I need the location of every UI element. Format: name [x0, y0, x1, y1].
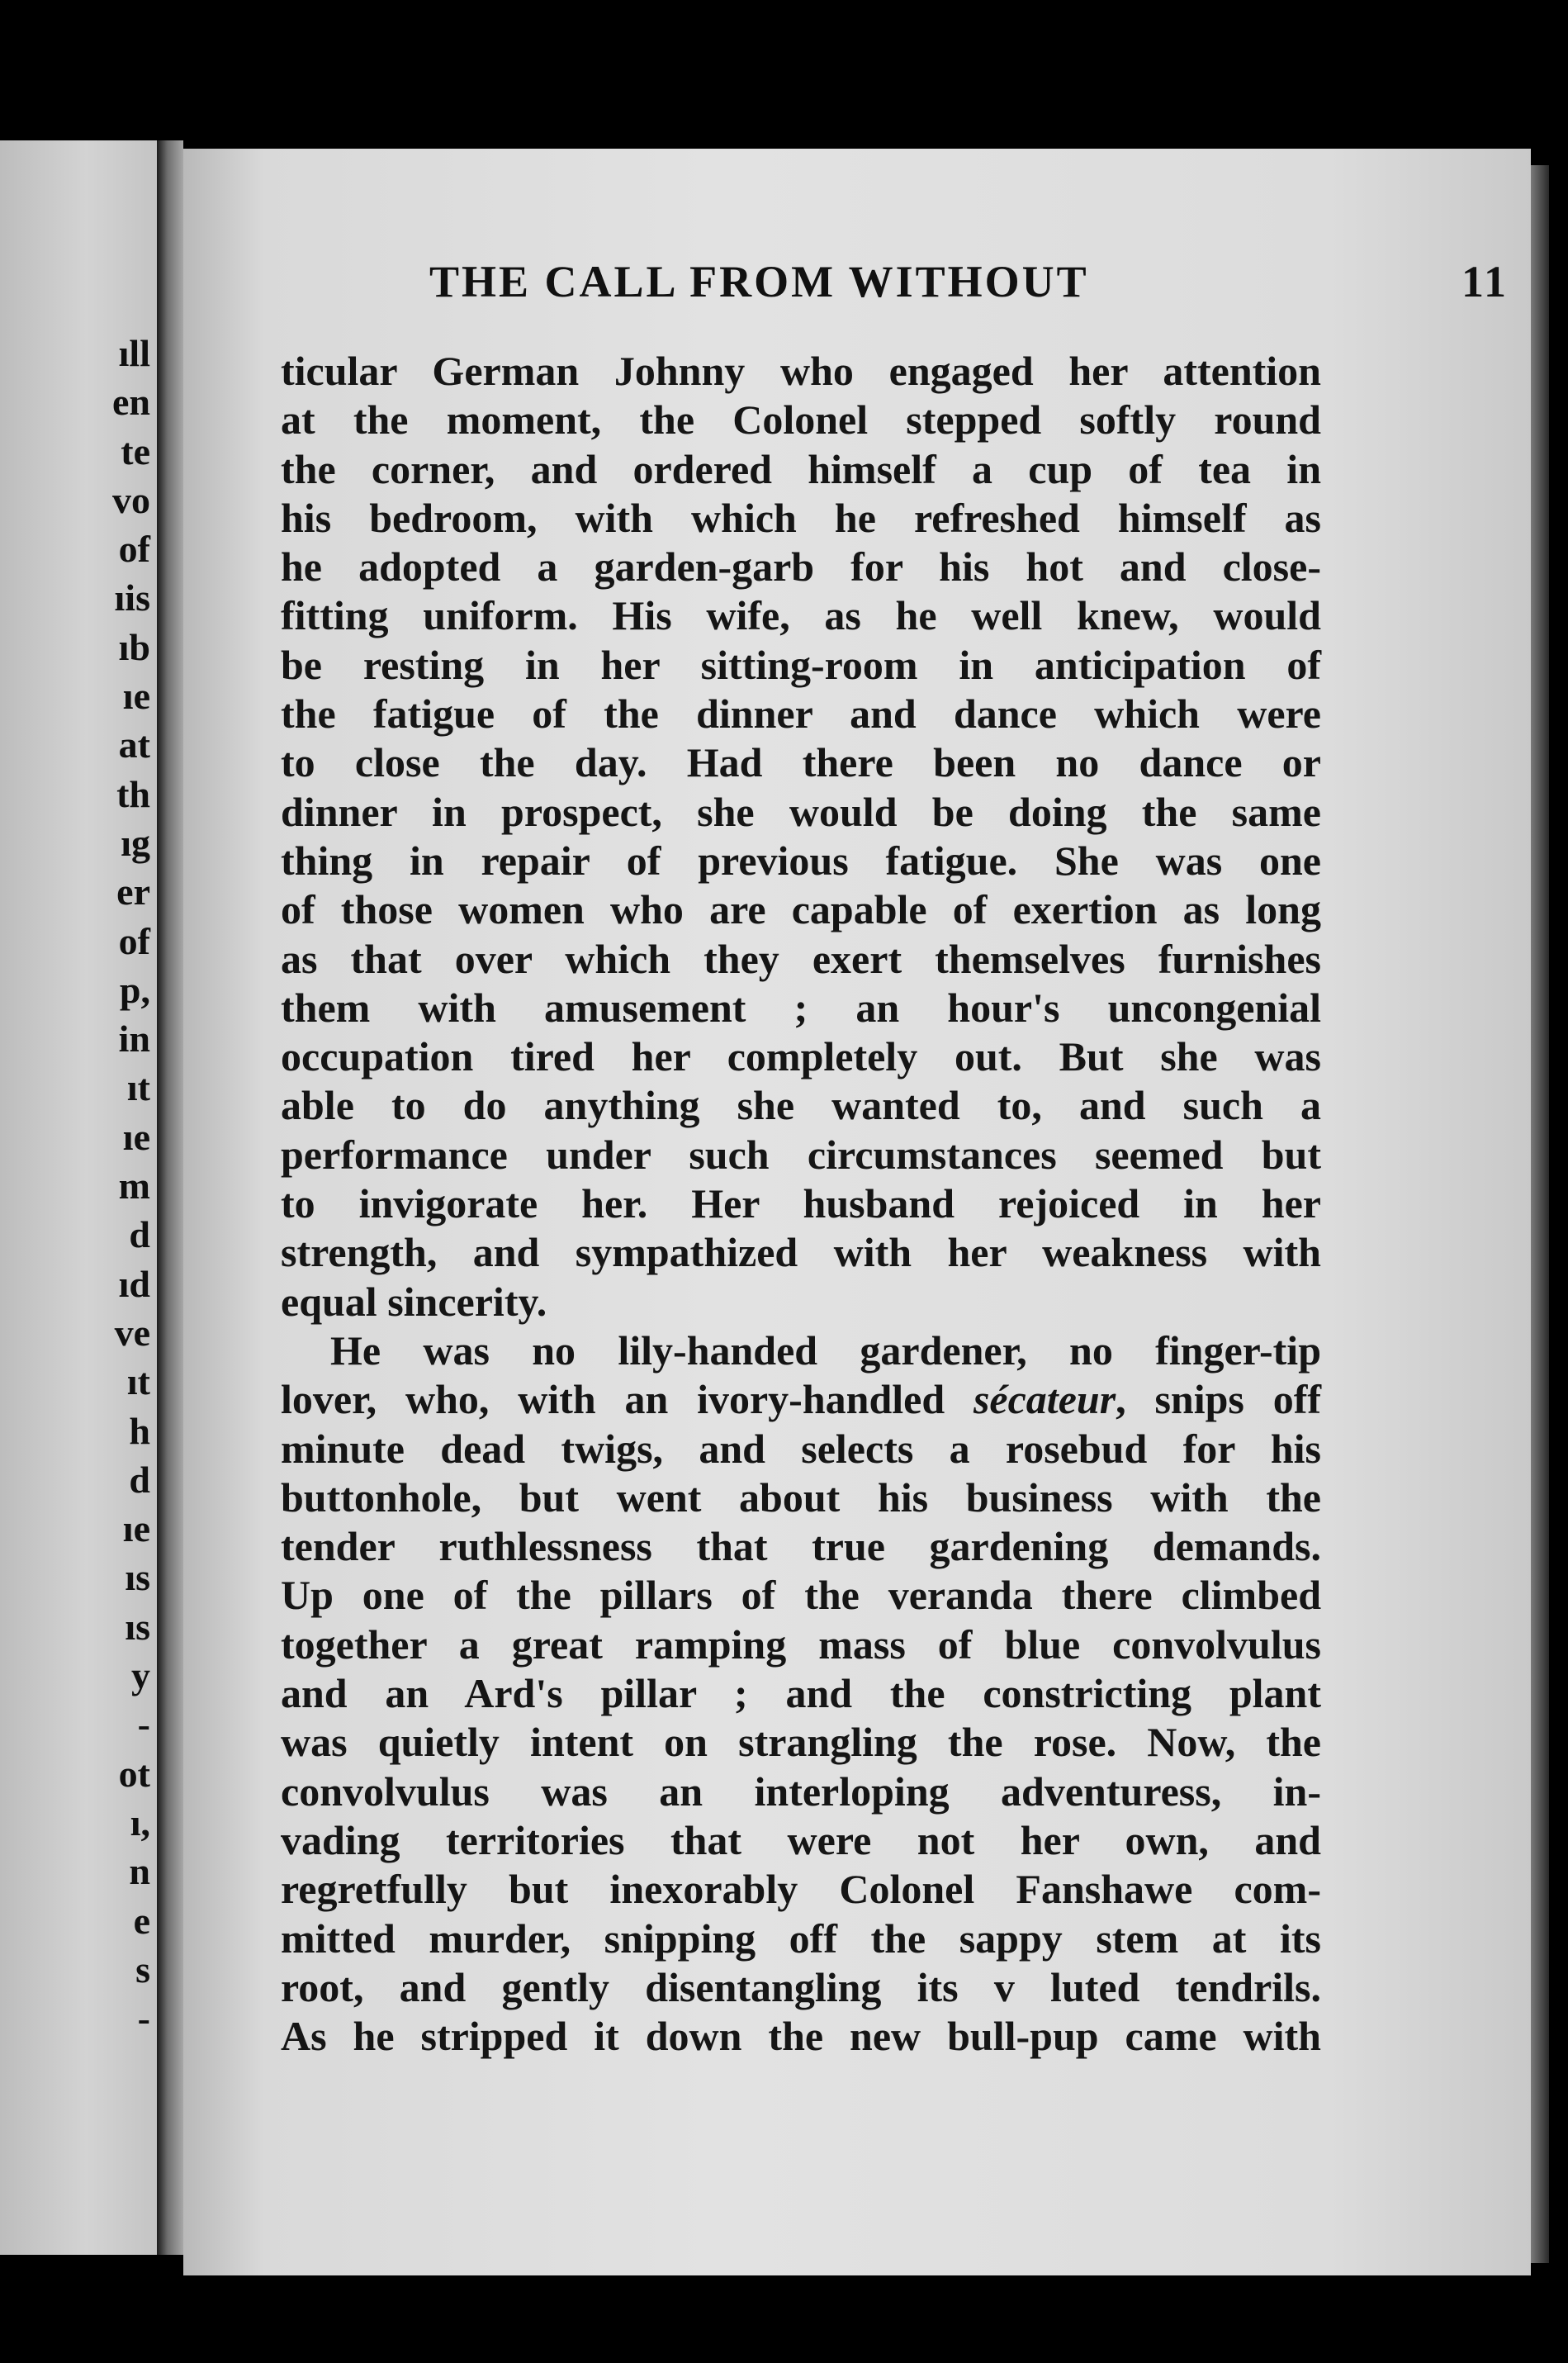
text-line: the fatigue of the dinner and dance which were [281, 690, 1321, 738]
previous-page-fragment: ıs [125, 1605, 150, 1648]
text-segment: , snips off [1116, 1376, 1321, 1423]
previous-page-fragment: d [129, 1458, 150, 1501]
previous-page-fragment: - [137, 1703, 150, 1746]
previous-page-text-fragments [0, 329, 157, 2043]
text-line: to close the day. Had there been no dance or [281, 739, 1321, 786]
previous-page-fragment: ıll [118, 332, 150, 374]
previous-page-edge [0, 140, 157, 2255]
previous-page-fragment: ı, [130, 1801, 150, 1843]
previous-page-fragment: s [135, 1948, 150, 1991]
previous-page-fragment: ıg [121, 821, 150, 864]
previous-page-fragment: te [121, 429, 150, 472]
previous-page-fragment: ıe [122, 675, 150, 718]
text-line: root, and gently disentangling its v luted tendrils. [281, 1963, 1321, 2010]
text-line: thing in repair of previous fatigue. She was one [281, 837, 1321, 884]
text-line [281, 1375, 1321, 1424]
book-page [183, 149, 1531, 2275]
previous-page-fragment: ıs [125, 1556, 150, 1599]
previous-page-fragment: y [131, 1654, 150, 1697]
previous-page-fragment: d [129, 1213, 150, 1256]
previous-page-fragment: ıt [126, 1066, 150, 1109]
book-gutter [157, 140, 183, 2255]
text-line: was quietly intent on strangling the rose. Now, the [281, 1719, 1321, 1766]
text-line: buttonhole, but went about his business with the [281, 1473, 1321, 1521]
text-line: As he stripped it down the new bull-pup came with [281, 2013, 1321, 2060]
previous-page-fragment: of [118, 919, 150, 962]
previous-page-fragment: at [118, 724, 150, 766]
text-line: as that over which they exert themselves furnishes [281, 935, 1321, 982]
text-line: occupation tired her completely out. But she was [281, 1033, 1321, 1080]
text-line: vading territories that were not her own, and [281, 1816, 1321, 1863]
text-line: and an Ard's pillar ; and the constricting plant [281, 1670, 1321, 1717]
previous-page-fragment: ıb [118, 625, 150, 668]
text-line: the corner, and ordered himself a cup of tea in [281, 445, 1321, 492]
previous-page-fragment: n [129, 1850, 150, 1893]
body-text [281, 347, 1321, 2061]
text-line: equal sincerity. [281, 1278, 547, 1325]
previous-page-fragment: ıd [118, 1262, 150, 1305]
text-line: be resting in her sitting-room in anticipation of [281, 641, 1321, 688]
text-line: tender ruthlessness that true gardening demands. [281, 1523, 1321, 1570]
italic-word: sécateur [973, 1376, 1116, 1423]
previous-page-fragment: vo [112, 478, 150, 521]
text-line: able to do anything she wanted to, and such a [281, 1082, 1321, 1129]
previous-page-fragment: in [118, 1018, 150, 1061]
previous-page-fragment: ot [118, 1752, 150, 1795]
page-right-edge [1531, 165, 1549, 2263]
text-line: strength, and sympathized with her weakness with [281, 1229, 1321, 1276]
paragraph-2-lines [281, 1425, 1321, 2062]
text-line: he adopted a garden-garb for his hot and close- [281, 543, 1321, 591]
text-line: of those women who are capable of exertion as long [281, 886, 1321, 933]
text-line: ticular German Johnny who engaged her attention [281, 348, 1321, 394]
previous-page-fragment: th [116, 772, 150, 815]
text-line: fitting uniform. His wife, as he well knew, would [281, 592, 1321, 639]
text-line: minute dead twigs, and selects a rosebud for his [281, 1425, 1321, 1472]
previous-page-fragment: ıe [122, 1507, 150, 1550]
previous-page-fragment: ıis [114, 577, 150, 619]
text-line: at the moment, the Colonel stepped softly round [281, 396, 1321, 444]
text-line: dinner in prospect, she would be doing the same [281, 788, 1321, 835]
previous-page-fragment: ıe [122, 1115, 150, 1158]
paragraph-1 [281, 347, 1321, 1326]
text-line: together a great ramping mass of blue convolvulus [281, 1620, 1321, 1668]
previous-page-fragment: er [116, 871, 150, 913]
text-segment: lover, who, with an ivory-handled [281, 1376, 973, 1423]
previous-page-fragment: e [133, 1899, 150, 1942]
previous-page-fragment: en [112, 381, 150, 424]
previous-page-fragment: - [137, 1997, 150, 2040]
paragraph-2 [281, 1326, 1321, 2061]
previous-page-fragment: of [118, 528, 150, 571]
text-line: mitted murder, snipping off the sappy stem at its [281, 1915, 1321, 1962]
text-line: them with amusement ; an hour's uncongenial [281, 984, 1321, 1031]
text-line: convolvulus was an interloping adventuress, in- [281, 1768, 1321, 1815]
previous-page-fragment: ve [114, 1311, 150, 1354]
previous-page-fragment: p, [119, 968, 150, 1011]
page-number: 11 [1461, 257, 1509, 306]
text-line: regretfully but inexorably Colonel Fanshawe com- [281, 1866, 1321, 1913]
previous-page-fragment: h [129, 1409, 150, 1452]
text-line: performance under such circumstances seemed but [281, 1131, 1321, 1178]
text-line: He was no lily-handed gardener, no finger-tip [330, 1326, 1321, 1374]
previous-page-fragment: ıt [126, 1360, 150, 1403]
previous-page-fragment: m [118, 1165, 150, 1208]
text-line: to invigorate her. Her husband rejoiced in her [281, 1180, 1321, 1227]
text-line: Up one of the pillars of the veranda there climbed [281, 1572, 1321, 1619]
running-head-title: THE CALL FROM WITHOUT [429, 257, 1089, 306]
text-line: his bedroom, with which he refreshed himself as [281, 494, 1321, 541]
